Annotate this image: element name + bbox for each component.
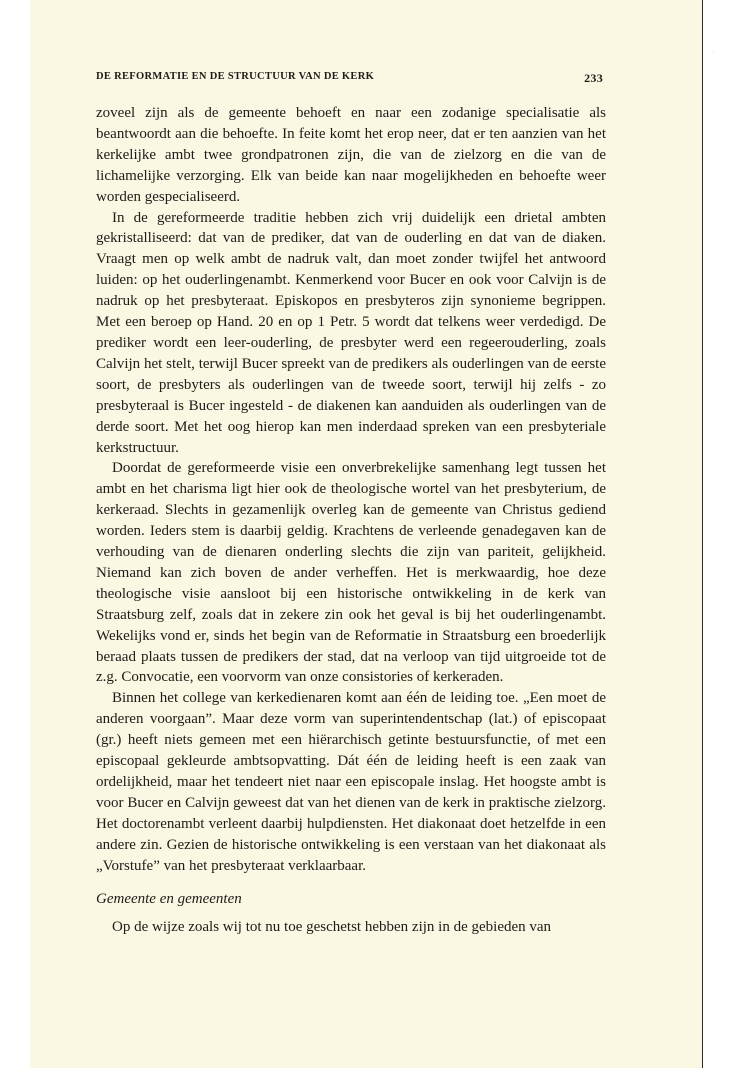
paragraph-2: In de gereformeerde traditie hebben zich vrij duidelijk een drietal ambten gekristalliseerd: dat van de prediker, dat van de ouderling en dat van de diaken. Vraagt men op welk ambt de nadruk valt, dan moet zonder twijfel het antwoord luiden: op het ouderlingenambt. Kenmerkend voor Bucer en ook voor Calvijn is de nadruk op het presbyteraat. Episkopos en presbyteros zijn synonieme begrippen. Met een beroep op Hand. 20 en op 1 Petr. 5 wordt dat telkens weer verdedigd. De prediker wordt een leer-ouderling, de presbyter werd een regeerouderling, zoals Calvijn het stelt, terwijl Bucer spreekt van de predikers als ouderlingen van de eerste soort, de presbyters als ouderlingen van de tweede soort, terwijl hij zelfs - zo presbyteraal is Bucer ingesteld - de diakenen kan aanduiden als ouderlingen van de derde soort. Met het oog hierop kan men inderdaad spreken van een presbyteriale kerkstructuur. xyxy=(96,209,606,456)
body-text xyxy=(96,103,606,877)
paragraph-1: zoveel zijn als de gemeente behoeft en naar een zodanige specialisatie als beantwoordt aan die behoefte. In feite komt het erop neer, dat er ten aanzien van het kerkelijke ambt twee grondpatronen zijn, die van de zielzorg en die van de lichamelijke verzorging. Elk van beide kan naar mogelijkheden en behoefte weer worden gespecialiseerd. xyxy=(96,105,606,205)
running-head xyxy=(96,71,603,85)
closing-paragraph: Op de wijze zoals wij tot nu toe geschetst hebben zijn in de gebieden van xyxy=(112,919,552,935)
page-number: 233 xyxy=(584,71,603,85)
scan-speck: · xyxy=(712,48,715,56)
paragraph-4: Binnen het college van kerkedienaren komt aan één de leiding toe. „Een moet de anderen voorgaan”. Maar deze vorm van superintendentschap (lat.) of episcopaat (gr.) heeft niets gemeen met een hiërarchisch getinte bestuursfunctie, of met een episcopaal gekleurde ambtsopvatting. Dát één de leiding heeft is een zaak van ordelijkheid, maar het tendeert niet naar een episcopale inslag. Het hoogste ambt is voor Bucer en Calvijn geweest dat van het dienen van de kerk in praktische zielzorg. Het doctorenambt verleent daarbij hulpdiensten. Het diakonaat doet hetzelfde in een andere zin. Gezien de historische ontwikkeling is een verstaan van het diakonaat als „Vorstufe” van het presbyteraat verklaarbaar. xyxy=(96,690,606,874)
paragraph-3: Doordat de gereformeerde visie een onverbrekelijke samenhang legt tussen het ambt en het charisma ligt hier ook de theologische wortel van het presbyterium, de kerkeraad. Slechts in gezamenlijk overleg kan de gemeente van Christus gediend worden. Ieders stem is daarbij geldig. Krachtens de verleende genadegaven kan de verhouding van de dienaren onderling slechts die zijn van pariteit, gelijkheid. Niemand kan zich boven de ander verheffen. Het is merkwaardig, hoe deze theologische visie aansloot bij een historische ontwikkeling in de kerk van Straatsburg zelf, zoals dat in zekere zin ook het geval is bij het ouderlingenambt. Wekelijks vond er, sinds het begin van de Reformatie in Straatsburg een broederlijk beraad plaats tussen de predikers der stad, dat na verloop van tijd uitgroeide tot de z.g. Convocatie, een voorvorm van onze consistories of kerkeraden. xyxy=(96,460,606,686)
running-head-title: DE REFORMATIE EN DE STRUCTUUR VAN DE KERK xyxy=(96,71,375,82)
section-heading: Gemeente en gemeenten xyxy=(96,891,242,907)
